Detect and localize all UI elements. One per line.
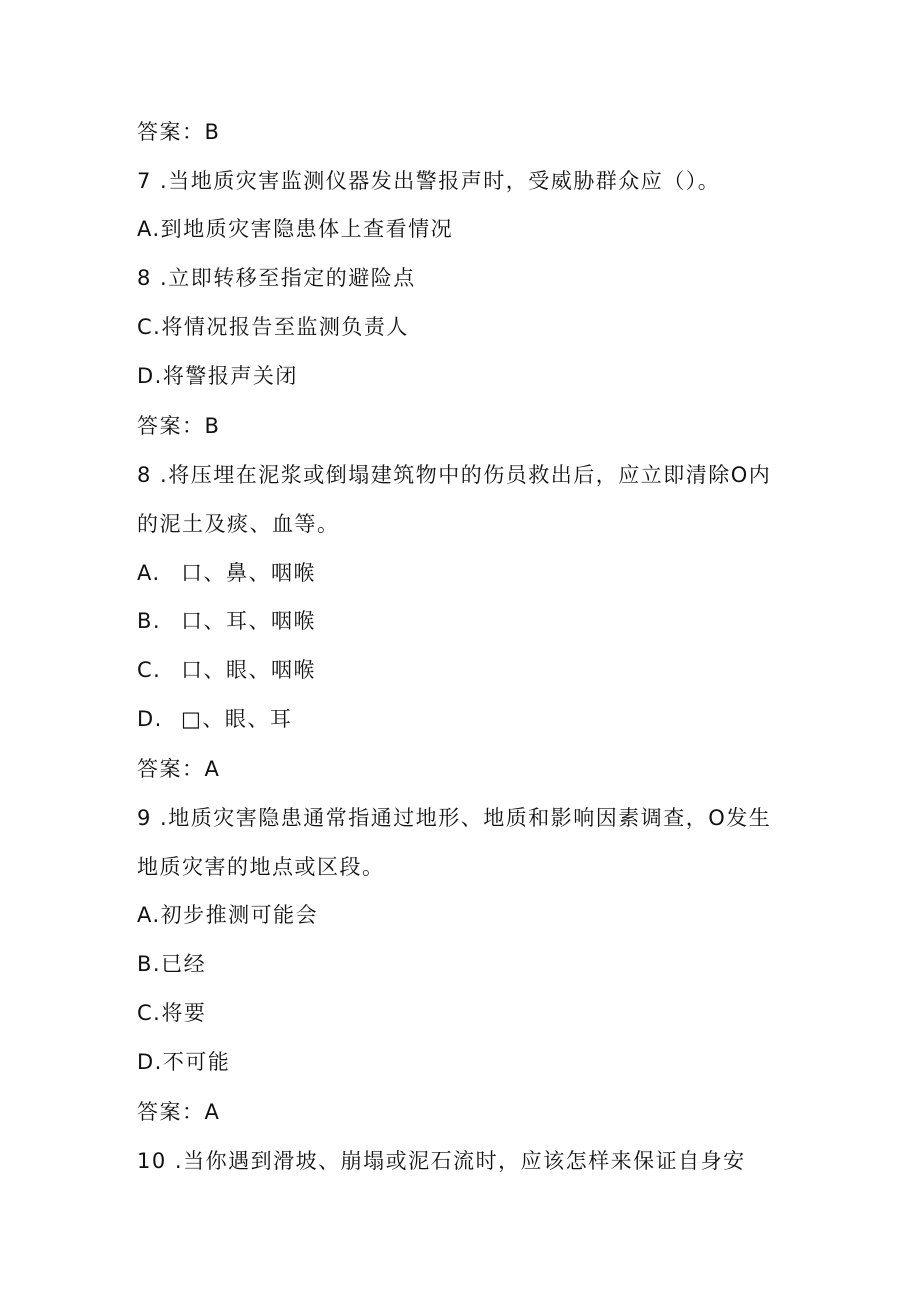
question-9: 9 .地质灾害隐患通常指通过地形、地质和影响因素调查，O发生	[137, 806, 772, 830]
question-9-continued: 地质灾害的地点或区段。	[137, 855, 385, 879]
option-d	[137, 704, 837, 734]
option-b: B.已经	[137, 952, 207, 976]
option-text: 口、耳、咽喉	[181, 609, 316, 633]
option-d: D.将警报声关闭	[137, 364, 298, 388]
option-d: D.不可能	[137, 1050, 231, 1074]
option-text: 口、眼、咽喉	[181, 658, 316, 682]
question-7: 7 .当地质灾害监测仪器发出警报声时，受威胁群众应（）。	[137, 169, 721, 193]
option-text: 口、鼻、咽喉	[181, 561, 316, 585]
answer-line: 答案：B	[137, 120, 221, 144]
question-8: 8 .将压埋在泥浆或倒塌建筑物中的伤员救出后，应立即清除O内	[137, 463, 772, 487]
option-a: A.到地质灾害隐患体上查看情况	[137, 217, 454, 241]
option-text: □、眼、耳	[181, 707, 293, 731]
option-letter: C.	[137, 658, 162, 682]
option-a: A.初步推测可能会	[137, 903, 319, 927]
answer-line: 答案：A	[137, 1100, 221, 1124]
option-c: C.将情况报告至监测负责人	[137, 315, 409, 339]
option-letter: A.	[137, 561, 161, 585]
option-b	[137, 606, 837, 636]
option-a	[137, 558, 837, 588]
option-c	[137, 655, 837, 685]
answer-line: 答案：A	[137, 757, 221, 781]
question-10: 10 .当你遇到滑坡、崩塌或泥石流时，应该怎样来保证自身安	[137, 1149, 746, 1173]
question-8-continued: 的泥土及痰、血等。	[137, 512, 340, 536]
option-letter: B.	[137, 609, 162, 633]
option-c: C.将要	[137, 1001, 207, 1025]
option-letter: D.	[137, 707, 163, 731]
answer-line: 答案：B	[137, 414, 221, 438]
option-b: 8 .立即转移至指定的避险点	[137, 266, 416, 290]
